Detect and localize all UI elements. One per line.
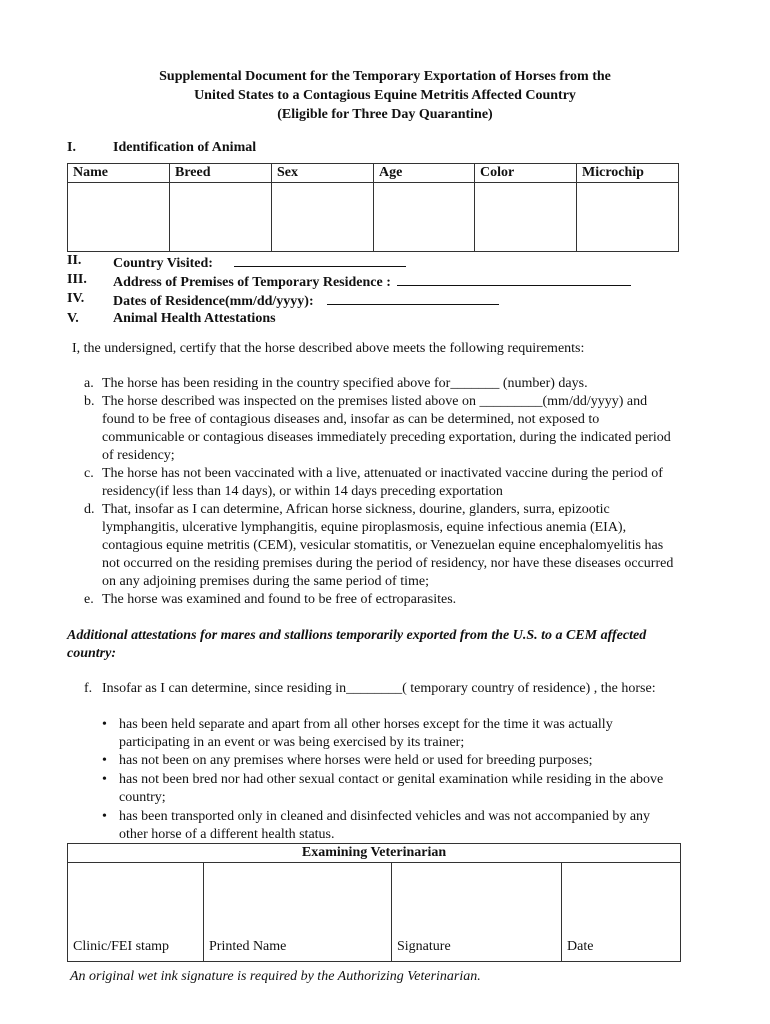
list-marker: f. [84,681,93,696]
section-number: I. [67,140,76,155]
color-cell[interactable] [475,183,577,252]
printed-name-label: Printed Name [209,939,287,954]
list-text: The horse was examined and found to be free of ectroparasites. [102,592,457,607]
title-line-2: United States to a Contagious Equine Metritis Affected Country [194,88,576,103]
section-number: II. [67,253,82,268]
table-header-row [68,844,681,863]
date-cell[interactable] [562,863,681,962]
section-label: Country Visited: [113,256,213,271]
bullet-icon: • [102,753,107,768]
list-marker: d. [84,502,95,517]
bullet-text: has been transported only in cleaned and disinfected vehicles and was not accompanied by any other horse of a different health status. [119,809,651,842]
column-header-name: Name [68,164,170,183]
country-visited-field[interactable] [234,253,406,267]
document-title [0,67,770,124]
dates-residence-field[interactable] [327,291,499,305]
column-header-color: Color [475,164,577,183]
examining-veterinarian-table [67,843,681,962]
section-number: IV. [67,291,85,306]
bullet-text: has not been bred nor had other sexual contact or genital examination while residing in the above country; [119,772,664,805]
column-header-breed: Breed [170,164,272,183]
list-marker: b. [84,394,95,409]
bullet-icon: • [102,809,107,824]
section-label: Dates of Residence(mm/dd/yyyy): [113,294,314,309]
table-row [68,863,681,962]
list-text: Insofar as I can determine, since residing in________( temporary country of residence) , the horse: [102,681,656,696]
signature-label: Signature [397,939,451,954]
certify-statement: I, the undersigned, certify that the horse described above meets the following requirements: [72,341,585,356]
address-premises-field[interactable] [397,272,631,286]
name-cell[interactable] [68,183,170,252]
examining-veterinarian-header: Examining Veterinarian [68,844,681,863]
bullet-text: has been held separate and apart from all other horses except for the time it was actually participating in an event or was being exercised by its trainer; [119,717,613,750]
section-label: Address of Premises of Temporary Residence : [113,275,391,290]
signature-requirement-note: An original wet ink signature is required by the Authorizing Veterinarian. [70,969,481,984]
column-header-sex: Sex [272,164,374,183]
bullet-icon: • [102,717,107,732]
list-text: That, insofar as I can determine, African horse sickness, dourine, glanders, surra, epizootic lymphangitis, ulcerative lymphangitis, equine piroplasmosis, equine infectious anemia (EIA), contagious equine metritis (CEM), vesicular stomatitis, or Venezuelan equine encephalomyelitis has not occurred on the residing premises during the period of residency, nor have these diseases occurred on any adjoining premises during the same period of time; [102,502,674,589]
list-marker: c. [84,466,94,481]
clinic-stamp-label: Clinic/FEI stamp [73,939,170,954]
bullet-text: has not been on any premises where horses were held or used for breeding purposes; [119,753,593,768]
age-cell[interactable] [374,183,475,252]
list-text: The horse has been residing in the country specified above for_______ (number) days. [102,376,588,391]
additional-attestations-heading: Additional attestations for mares and stallions temporarily exported from the U.S. to a CEM affected country: [67,628,647,661]
section-label: Animal Health Attestations [113,311,276,326]
clinic-stamp-cell[interactable] [68,863,204,962]
section-number: III. [67,272,87,287]
table-header-row [68,164,679,183]
list-marker: e. [84,592,94,607]
animal-identification-table [67,163,679,252]
title-line-1: Supplemental Document for the Temporary Exportation of Horses from the [159,69,611,84]
table-row [68,183,679,252]
column-header-microchip: Microchip [577,164,679,183]
list-text: The horse has not been vaccinated with a live, attenuated or inactivated vaccine during the period of residency(if less than 14 days), or within 14 days preceding exportation [102,466,663,499]
column-header-age: Age [374,164,475,183]
bullet-icon: • [102,772,107,787]
title-line-3: (Eligible for Three Day Quarantine) [277,107,493,122]
sex-cell[interactable] [272,183,374,252]
section-label: Identification of Animal [113,140,257,155]
date-label: Date [567,939,594,954]
signature-cell[interactable] [392,863,562,962]
section-number: V. [67,311,79,326]
list-marker: a. [84,376,94,391]
breed-cell[interactable] [170,183,272,252]
list-text: The horse described was inspected on the premises listed above on _________(mm/dd/yyyy) and found to be free of contagious diseases and, insofar as can be determined, not exposed to communicable or contagious diseases immediately preceding exportation, during the indicated period of residency; [102,394,671,463]
microchip-cell[interactable] [577,183,679,252]
printed-name-cell[interactable] [204,863,392,962]
